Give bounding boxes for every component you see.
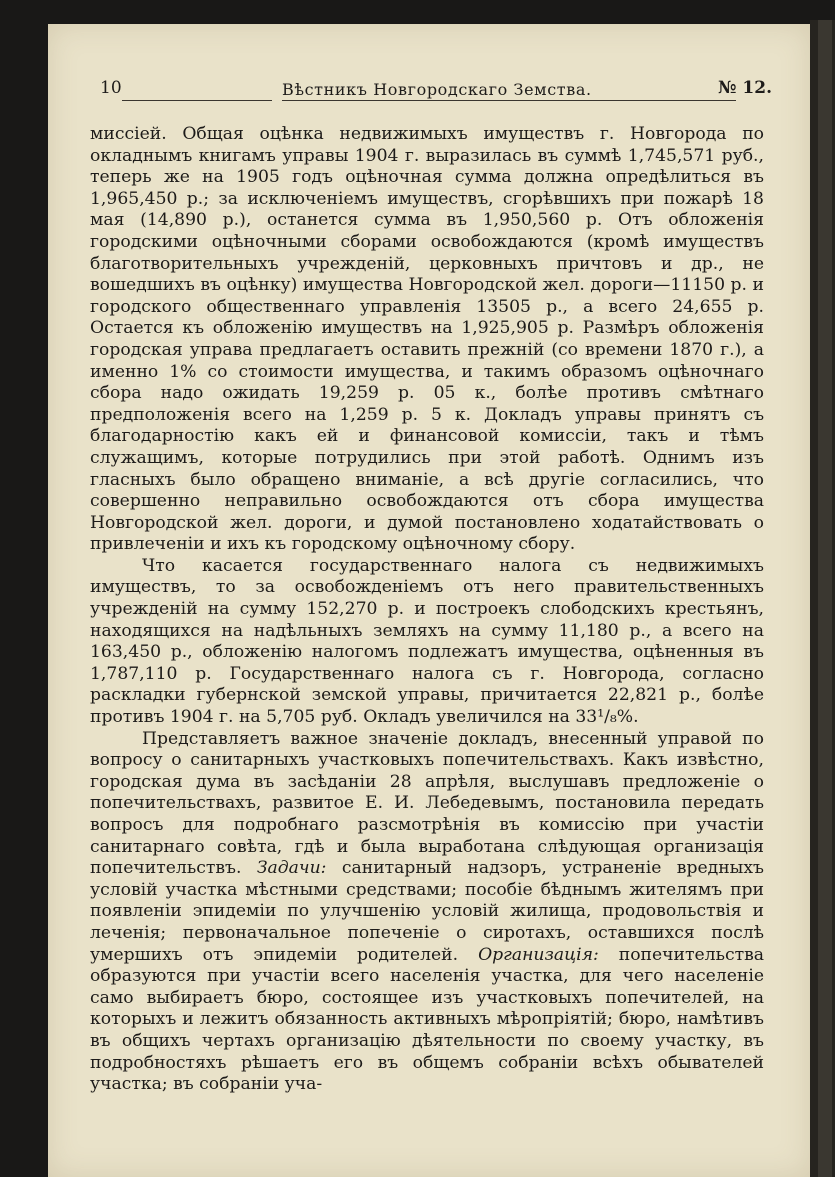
header-rule-right xyxy=(588,100,736,101)
organizatsiya-label: Организація: xyxy=(478,944,599,965)
intro-text: Представляетъ важное значеніе докладъ, внесенный управой по вопросу о санитарныхъ участковыхъ попечительствахъ. Какъ извѣстно, городская дума въ засѣданіи 28 апрѣля, выслушавъ предложеніе о попечительствахъ, развитое Е. И. Лебедевымъ, постановила передать вопросъ для подробнаго разсмотрѣнія въ комиссію при участіи санитарнаго совѣта, гдѣ и была выработана слѣдующая организація попечительствъ. xyxy=(90,728,764,879)
issue-number: № 12. xyxy=(718,78,772,98)
organizatsiya-text: попечительства образуются при участіи всего населенія участка, для чего населеніе само выбираетъ бюро, состоящее изъ участковыхъ попечителей, на которыхъ и лежитъ обязанность активныхъ мѣропріятій; бюро, намѣтивъ въ общихъ чертахъ организацію дѣятельности по своему участку, въ подробностяхъ рѣшаетъ его въ общемъ собраніи всѣхъ обывателей участка; въ собраніи уча- xyxy=(90,944,764,1095)
journal-title: Вѣстникъ Новгородскаго Земства. xyxy=(282,80,592,99)
paragraph-valuation: миссіей. Общая оцѣнка недвижимыхъ имуществъ г. Новгорода по окладнымъ книгамъ управы 1904 г. выразилась въ суммѣ 1,745,571 руб., теперь же на 1905 годъ оцѣночная сумма должна опредѣлиться въ 1,965,450 р.; за исключеніемъ имуществъ, сгорѣвшихъ при пожарѣ 18 мая (14,890 р.), останется сумма въ 1,950,560 р. Отъ обложенія городскими оцѣночными сборами освобождаются (кромѣ имуществъ благотворительныхъ учрежденій, церковныхъ причтовъ и др., не вошедшихъ въ оцѣнку) имущества Новгородской жел. дороги—11150 р. и городского общественнаго управленія 13505 р., а всего 24,655 р. Остается къ обложенію имуществъ на 1,925,905 р. Размѣръ обложенія городская управа предлагаетъ оставить прежній (со времени 1870 г.), а именно 1% со стоимости имущества, и такимъ образомъ оцѣночнаго сбора надо ожидать 19,259 р. 05 к., болѣе противъ смѣтнаго предположенія всего на 1,259 р. 5 к. Докладъ управы принятъ съ благодарностію какъ ей и финансовой комиссіи, такъ и тѣмъ служащимъ, которые потрудились при этой работѣ. Однимъ изъ гласныхъ было обращено вниманіе, а всѣ другіе согласились, что совершенно неправильно освобождаются отъ сбора имущества Новгородской жел. дороги, и думой постановлено ходатайствовать о привлеченіи и ихъ къ городскому оцѣночному сбору. xyxy=(90,124,764,555)
page-number: 10 xyxy=(100,78,122,98)
zadachi-text: санитарный надзоръ, устраненіе вредныхъ условій участка мѣстными средствами; пособіе бѣднымъ жителямъ при появленіи эпидеміи по улучшенію условій жилища, продовольствія и леченія; первоначальное попеченіе о сиротахъ, оставшихся послѣ умершихъ отъ эпидеміи родителей. xyxy=(90,858,764,965)
header-rule-left xyxy=(122,100,272,101)
zadachi-label: Задачи: xyxy=(256,858,327,879)
paragraph-state-tax: Что касается государственнаго налога съ недвижимыхъ имуществъ, то за освобожденіемъ отъ него правительственныхъ учрежденій на сумму 152,270 р. и построекъ слободскихъ крестьянъ, находящихся на надѣльныхъ земляхъ на сумму 11,180 р., а всего на 163,450 р., обложенію налогомъ подлежатъ имущества, оцѣненныя въ 1,787,110 р. Государственнаго налога съ г. Новгорода, согласно раскладки губернской земской управы, причитается 22,821 р., болѣе противъ 1904 г. на 5,705 руб. Окладъ увеличился на 33¹/₈%. xyxy=(90,555,764,728)
paragraph-sanitary-trusteeships xyxy=(90,729,764,1096)
adjacent-page-edge xyxy=(810,20,835,1177)
running-header xyxy=(100,78,772,104)
header-title-underline xyxy=(282,100,588,101)
article-body xyxy=(90,124,764,1096)
